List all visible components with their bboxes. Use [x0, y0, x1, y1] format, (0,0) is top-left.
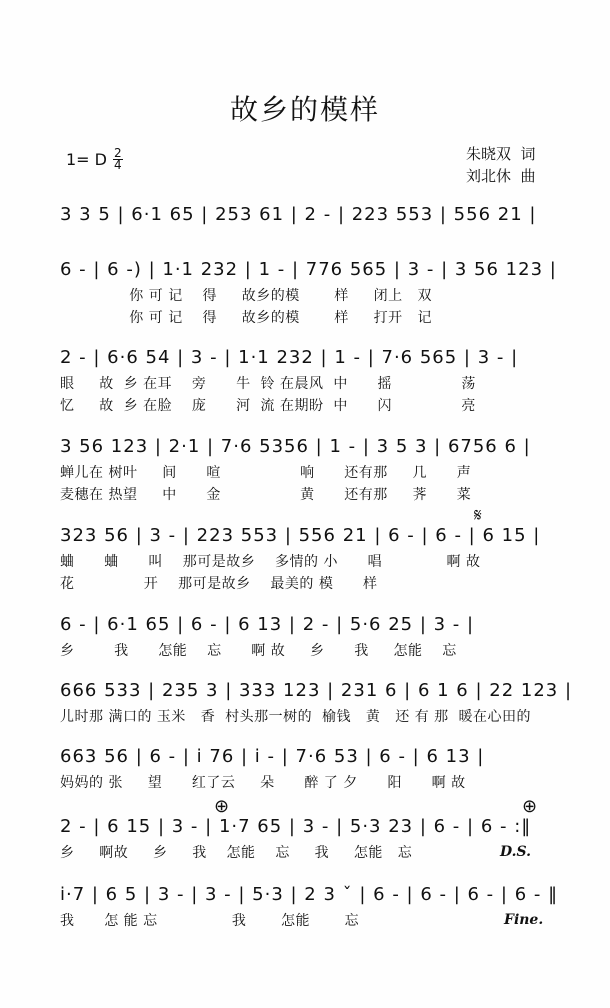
lyric-verse-2: 花 开 那可是故乡 最美的 模 样: [60, 576, 378, 592]
lyric-verse-1: 你 可 记 得 故乡的模 样 闭上 双: [60, 288, 433, 304]
coda-sign: ⊕: [214, 796, 230, 817]
score-row-2: [60, 255, 560, 329]
notation-line: 3 3 5 | 6·1 65 | 253 61 | 2 - | 223 553 | 556 21 |: [60, 204, 537, 225]
score-row-10: [60, 880, 560, 932]
lyricist: 朱晓双 词: [466, 145, 536, 163]
lyric-verse-2: 忆 故 乡 在脸 庞 河 流 在期盼 中 闪 亮: [60, 398, 476, 414]
key-label: 1= D: [66, 150, 107, 169]
notation-line: 2 - | 6 15 | 3 - | 1·7 65 | 3 - | 5·3 23 | 6 - | 6 - :‖: [60, 816, 532, 837]
score-row-5: [60, 505, 560, 595]
segno-sign: 𝄋: [474, 505, 482, 526]
notation-line: 663 56 | 6 - | i 76 | i - | 7·6 53 | 6 - | 6 13 |: [60, 746, 485, 767]
lyric-verse-1: 蝉儿在 树叶 间 喧 响 还有那 几 声: [60, 465, 472, 481]
lyric-verse-1: 乡 我 怎能 忘 啊 故 乡 我 怎能 忘: [60, 643, 457, 659]
score-row-7: [60, 676, 573, 728]
fine-mark: Fine.: [504, 912, 544, 928]
lyric-verse-1: 儿时那 满口的 玉米 香 村头那一树的 榆钱 黄 还 有 那 暖在心田的: [60, 709, 532, 725]
score-row-8: [60, 742, 560, 794]
score-row-9: [60, 796, 560, 864]
notation-line: 323 56 | 3 - | 223 553 | 556 21 | 6 - | 6 - | 6 15 |: [60, 525, 541, 546]
notation-line: i·7 | 6 5 | 3 - | 3 - | 5·3 | 2 3 ˇ | 6 - | 6 - | 6 - | 6 - ‖: [60, 884, 559, 905]
time-sig-top: 2: [114, 146, 122, 160]
time-sig-bottom: 4: [114, 158, 122, 172]
lyric-verse-1: 我 怎 能 忘 我 怎能 忘: [60, 913, 360, 929]
notation-line: 666 533 | 235 3 | 333 123 | 231 6 | 6 1 6 | 22 123 |: [60, 680, 573, 701]
notation-line: 6 - | 6 -) | 1·1 232 | 1 - | 776 565 | 3 - | 3 56 123 |: [60, 259, 557, 280]
score-row-3: [60, 343, 560, 417]
notation-line: 6 - | 6·1 65 | 6 - | 6 13 | 2 - | 5·6 25 | 3 - |: [60, 614, 475, 635]
song-title: 故乡的模样: [229, 93, 380, 126]
time-signature: [113, 148, 123, 171]
lyric-verse-2: 麦穗在 热望 中 金 黄 还有那 荠 菜: [60, 487, 472, 503]
notation-line: 3 56 123 | 2·1 | 7·6 5356 | 1 - | 3 5 3 | 6756 6 |: [60, 436, 531, 457]
lyric-verse-1: 乡 啊故 乡 我 怎能 忘 我 怎能 忘: [60, 845, 413, 861]
lyric-verse-1: 妈妈的 张 望 红了云 朵 醉 了 夕 阳 啊 故: [60, 775, 466, 791]
lyric-verse-2: 你 可 记 得 故乡的模 样 打开 记: [60, 310, 433, 326]
score-row-6: [60, 610, 560, 662]
score-row-1: [60, 200, 560, 230]
lyric-verse-1: 蛐 蛐 叫 那可是故乡 多情的 小 唱 啊 故: [60, 554, 481, 570]
credits: [466, 143, 536, 187]
key-signature: [66, 148, 123, 171]
coda-sign-end: ⊕: [522, 796, 538, 817]
dal-segno-mark: D.S.: [500, 844, 532, 860]
composer: 刘北休 曲: [466, 167, 536, 185]
notation-line: 2 - | 6·6 54 | 3 - | 1·1 232 | 1 - | 7·6 565 | 3 - |: [60, 347, 519, 368]
score-row-4: [60, 432, 560, 506]
lyric-verse-1: 眼 故 乡 在耳 旁 牛 铃 在晨风 中 摇 荡: [60, 376, 476, 392]
